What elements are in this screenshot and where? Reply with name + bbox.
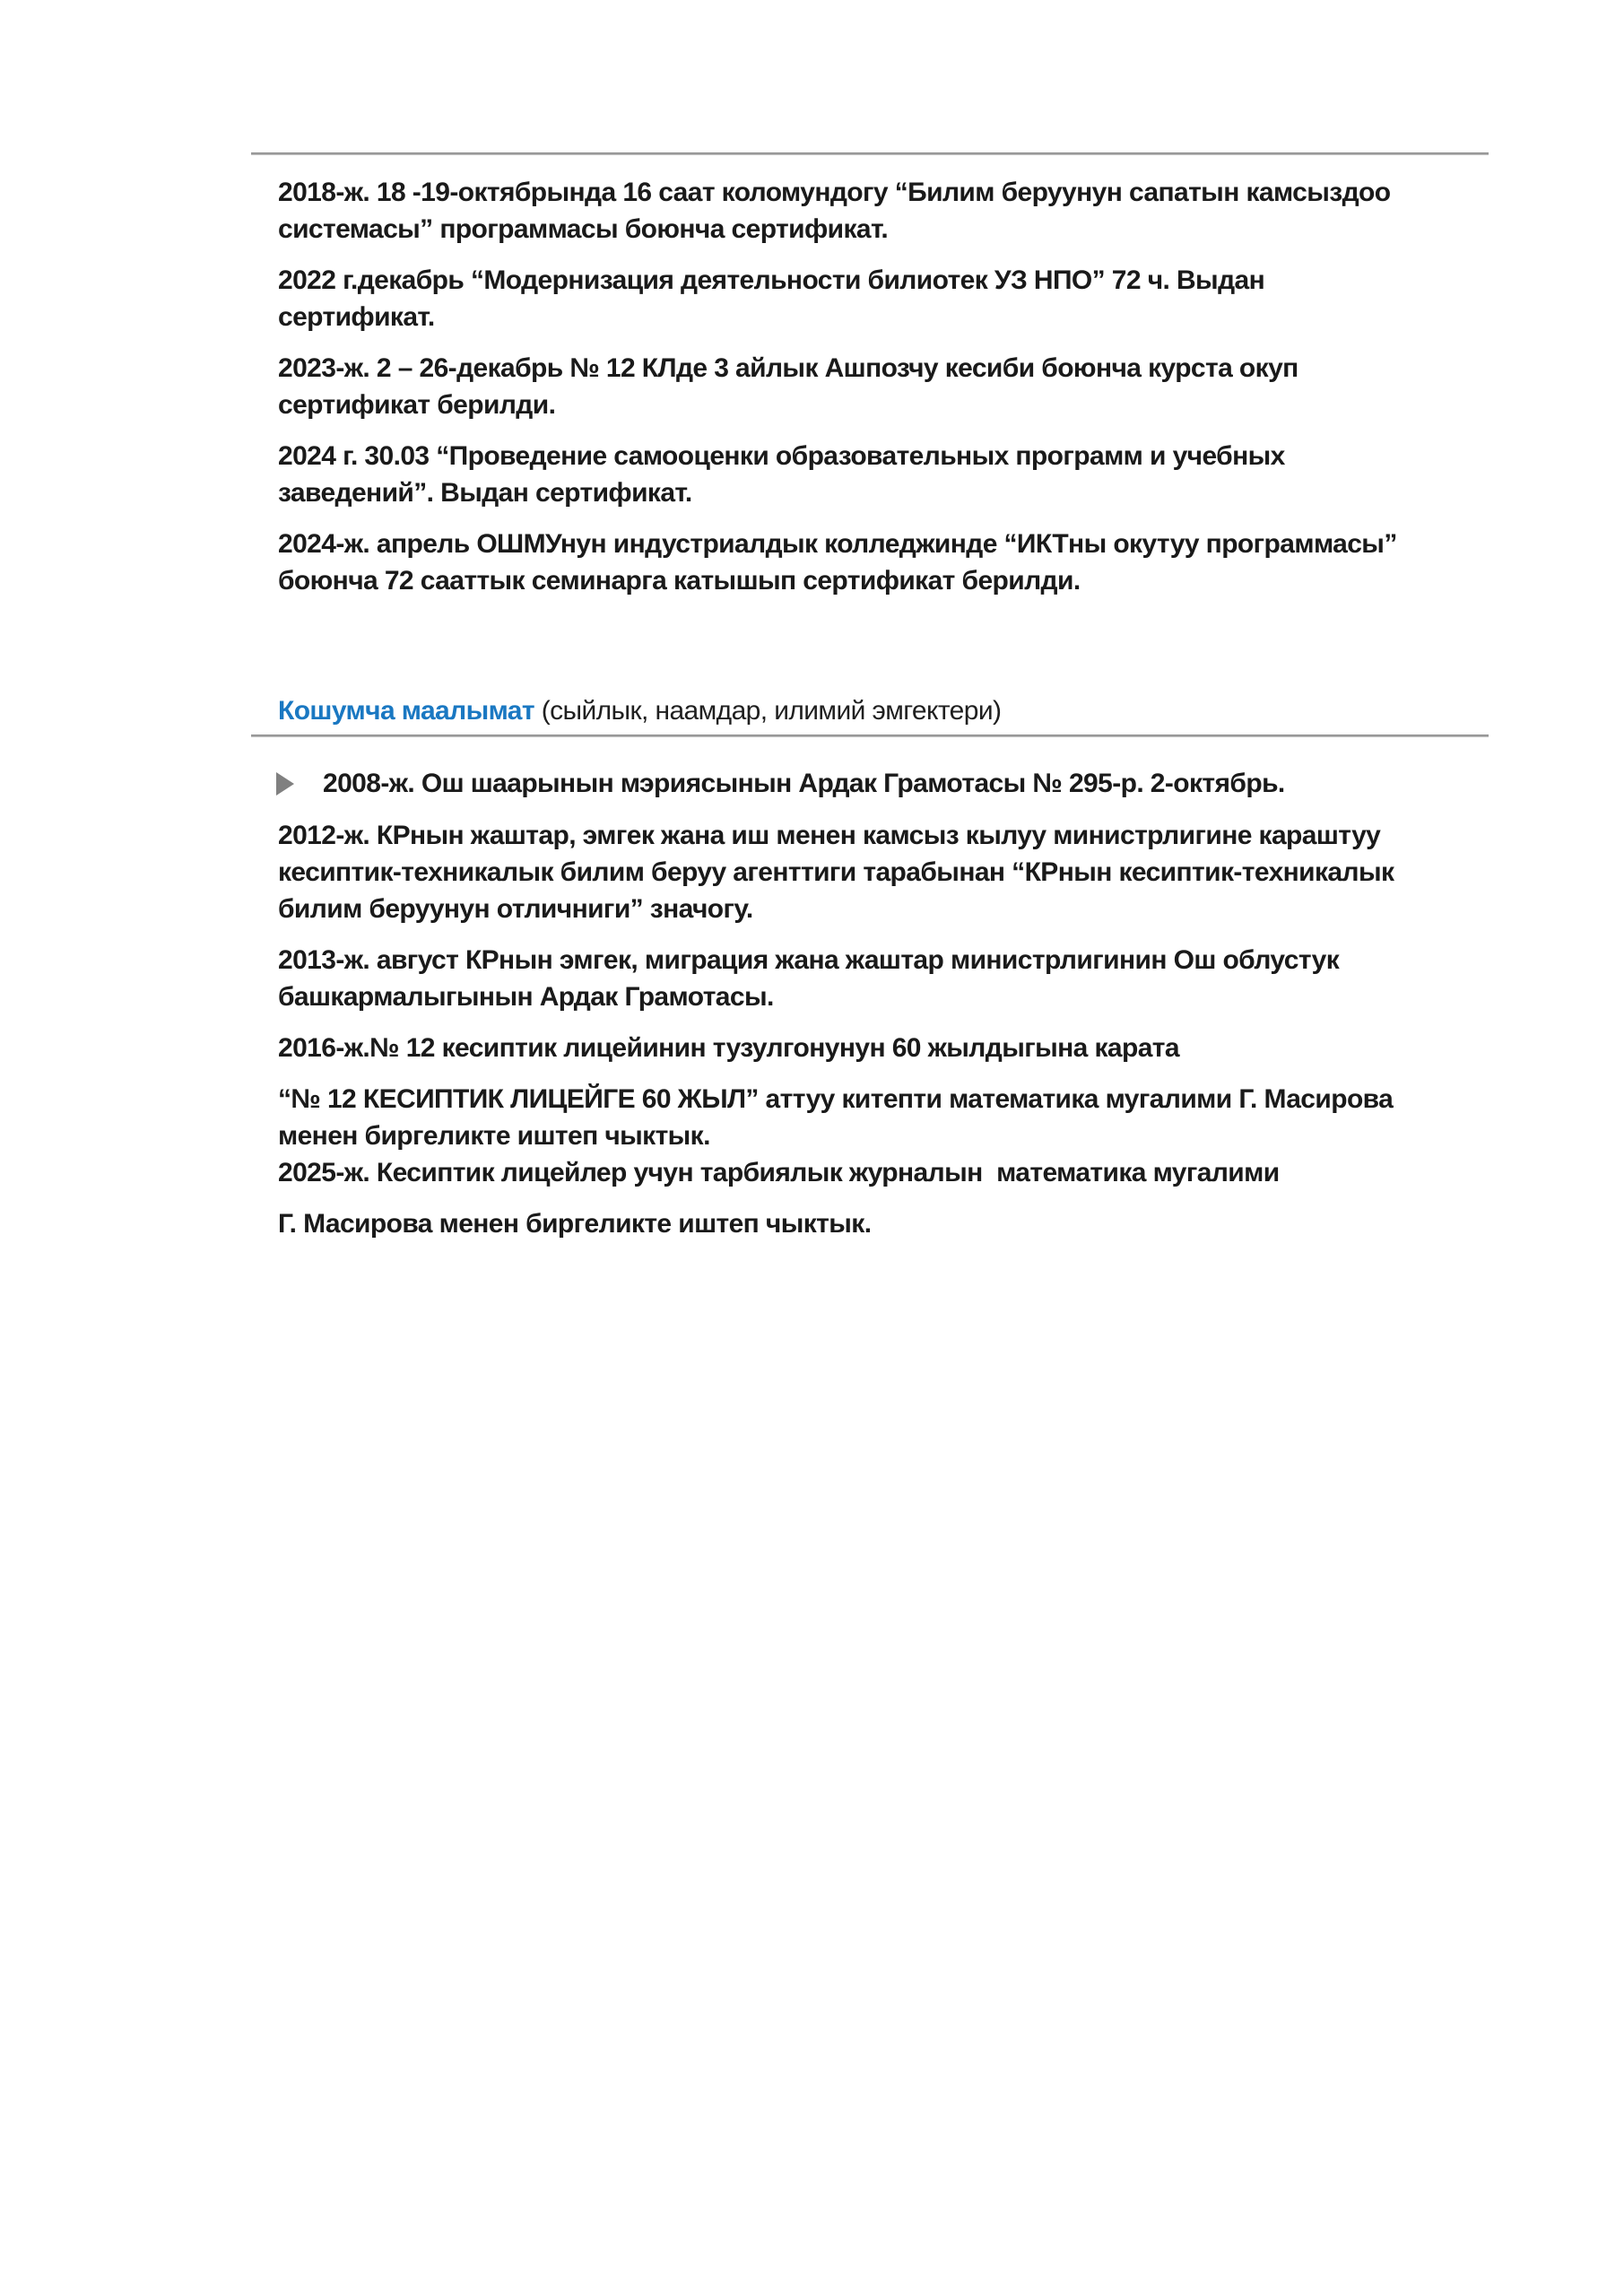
paragraph	[278, 174, 1498, 248]
additional-info-header	[278, 692, 1624, 729]
text-line: 2024-ж. апрель ОШМУнун индустриалдык колледжинде “ИКТны окутуу программасы”	[278, 529, 1397, 559]
additional-info-section	[278, 765, 1498, 1242]
text-line: кесиптик-техникалык билим беруу агенттиги тарабынан “КРнын кесиптик-техникалык	[278, 857, 1394, 887]
certificates-section	[278, 174, 1498, 599]
text-line: сертификат берилди.	[278, 390, 556, 420]
paragraph	[278, 1081, 1498, 1191]
section-subtitle: (сыйлык, наамдар, илимий эмгектери)	[541, 696, 1002, 726]
text-line: 2018-ж. 18 -19-октябрында 16 саат коломундогу “Билим беруунун сапатын камсыздоо	[278, 178, 1391, 207]
text-line: 2012-ж. КРнын жаштар, эмгек жана иш менен камсыз кылуу министрлигине караштуу	[278, 821, 1381, 850]
text-line: 2013-ж. август КРнын эмгек, миграция жана жаштар министрлигинин Ош облустук	[278, 945, 1340, 975]
paragraph	[278, 350, 1498, 423]
text-line: 2016-ж.№ 12 кесиптик лицейинин тузулгонунун 60 жылдыгына карата	[278, 1033, 1179, 1063]
text-line: боюнча 72 сааттык семинарга катышып сертификат берилди.	[278, 566, 1081, 596]
text-line: системасы” программасы боюнча сертификат.	[278, 214, 889, 244]
text-line: башкармалыгынын Ардак Грамотасы.	[278, 982, 774, 1012]
paragraph	[278, 1030, 1498, 1066]
text-line: 2024 г. 30.03 “Проведение самооценки образовательных программ и учебных	[278, 441, 1285, 471]
award-bullet-item	[276, 765, 1498, 802]
paragraph	[278, 942, 1498, 1015]
section-divider	[251, 735, 1489, 737]
paragraph	[278, 438, 1498, 511]
text-line: билим беруунун отличниги” значогу.	[278, 894, 753, 924]
paragraph	[278, 1205, 1498, 1242]
top-divider	[251, 152, 1489, 155]
text-line: 2023-ж. 2 – 26-декабрь № 12 КЛде 3 айлык Ашпозчу кесиби боюнча курста окуп	[278, 353, 1298, 383]
triangle-bullet-icon	[276, 772, 294, 796]
text-line: 2022 г.декабрь “Модернизация деятельности билиотек УЗ НПО” 72 ч. Выдан	[278, 265, 1265, 295]
text-line: “№ 12 КЕСИПТИК ЛИЦЕЙГЕ 60 ЖЫЛ” аттуу китепти математика мугалими Г. Масирова	[278, 1084, 1394, 1114]
paragraph	[278, 526, 1498, 599]
paragraph	[278, 262, 1498, 335]
section-title: Кошумча маалымат	[278, 696, 534, 726]
text-line: менен биргеликте иштеп чыктык.	[278, 1121, 710, 1151]
paragraph	[278, 817, 1498, 927]
text-line: 2008-ж. Ош шаарынын мэриясынын Ардак Грамотасы № 295-р. 2-октябрь.	[323, 769, 1285, 798]
text-line: Г. Масирова менен биргеликте иштеп чыктык.	[278, 1209, 872, 1239]
text-line: заведений”. Выдан сертификат.	[278, 478, 692, 508]
text-line: 2025-ж. Кесиптик лицейлер учун тарбиялык журналын математика мугалими	[278, 1158, 1280, 1187]
text-line: сертификат.	[278, 302, 435, 332]
